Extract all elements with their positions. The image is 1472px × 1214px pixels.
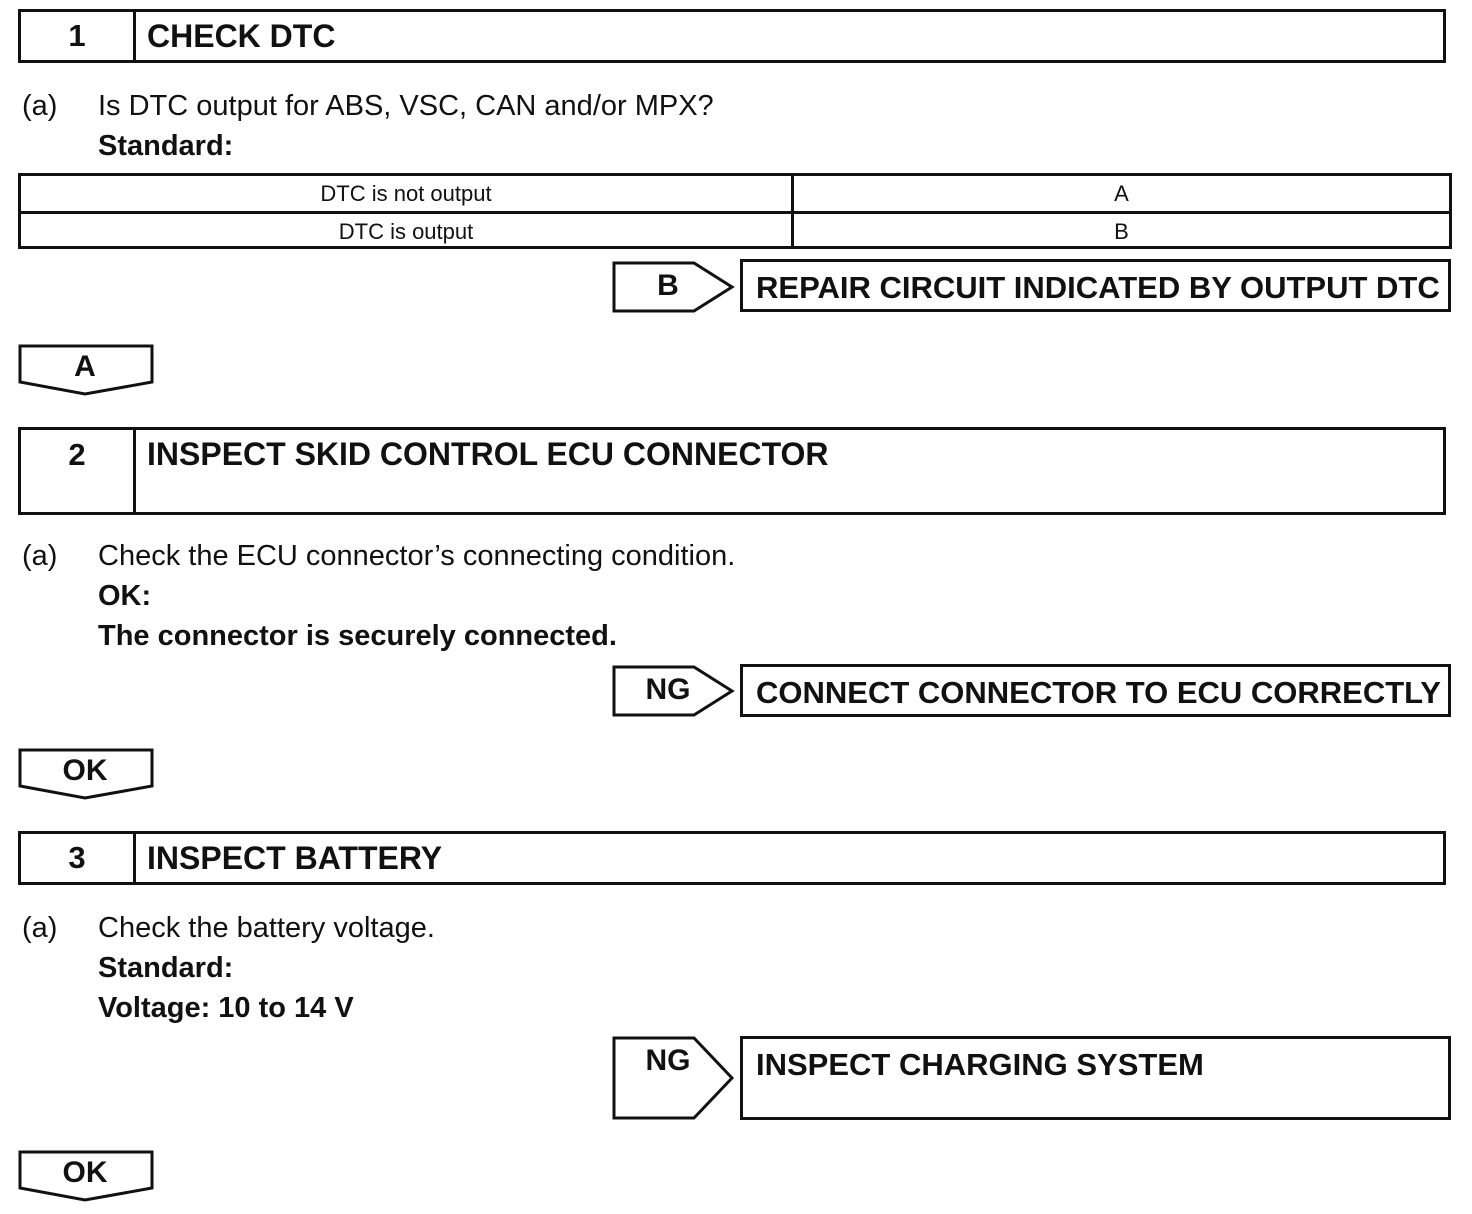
branch-tag (612, 1036, 736, 1120)
branch-tag-label: B (657, 269, 679, 302)
standard-label: Standard: (98, 952, 234, 984)
action-text: INSPECT CHARGING SYSTEM (756, 1047, 1204, 1082)
ok-spec: The connector is securely connected. (98, 620, 617, 652)
proceed-tag (18, 1150, 156, 1202)
action-box (740, 664, 1451, 717)
branch-tag-label: NG (645, 673, 691, 706)
sub-step-label: (a) (22, 90, 58, 122)
step-title: CHECK DTC (147, 18, 336, 54)
step-number: 1 (21, 12, 136, 60)
instruction-text: Check the ECU connector’s connecting condition. (98, 540, 736, 572)
proceed-tag-label: OK (62, 754, 108, 787)
standard-spec: Voltage: 10 to 14 V (98, 992, 354, 1024)
sub-step-label: (a) (22, 912, 58, 944)
sub-step-label: (a) (22, 540, 58, 572)
step-title: INSPECT BATTERY (147, 840, 443, 876)
proceed-tag (18, 344, 156, 396)
proceed-tag-label: A (74, 350, 96, 383)
table-row (21, 176, 1449, 211)
proceed-tag (18, 748, 156, 800)
result-cell: B (1114, 219, 1129, 244)
condition-cell: DTC is not output (320, 181, 492, 206)
ok-label: OK: (98, 580, 152, 612)
branch-tag-label: NG (645, 1044, 691, 1077)
instruction-text: Check the battery voltage. (98, 912, 435, 944)
proceed-tag-label: OK (62, 1156, 108, 1189)
standard-label: Standard: (98, 130, 234, 162)
step-3-header (18, 831, 1446, 885)
step-title: INSPECT SKID CONTROL ECU CONNECTOR (147, 436, 829, 472)
step-number: 3 (21, 834, 136, 882)
result-cell: A (1114, 181, 1129, 206)
step-2-header (18, 427, 1446, 515)
table-row (21, 214, 1449, 249)
results-table (18, 173, 1452, 249)
condition-cell: DTC is output (338, 219, 474, 244)
action-box (740, 1036, 1451, 1120)
instruction-text: Is DTC output for ABS, VSC, CAN and/or MPX? (98, 90, 714, 122)
step-number: 2 (21, 430, 136, 512)
action-box (740, 259, 1451, 312)
action-text: CONNECT CONNECTOR TO ECU CORRECTLY (756, 675, 1441, 710)
step-1-header (18, 9, 1446, 63)
action-text: REPAIR CIRCUIT INDICATED BY OUTPUT DTC (756, 270, 1440, 305)
branch-tag (612, 665, 736, 717)
branch-tag (612, 261, 736, 313)
